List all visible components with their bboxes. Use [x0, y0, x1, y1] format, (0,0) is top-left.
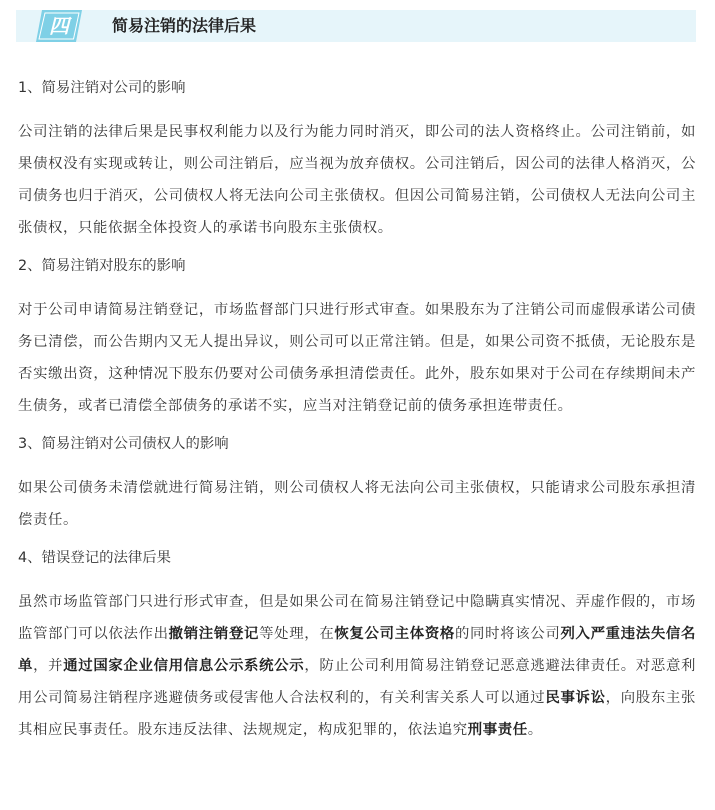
article-body — [18, 78, 696, 746]
emphasis-text: 列入严重违法失信名单 — [18, 626, 696, 674]
emphasis-text: 民事诉讼 — [545, 690, 606, 706]
section-title: 简易注销的法律后果 — [112, 16, 257, 35]
paragraph — [18, 586, 696, 746]
emphasis-text: 刑事责任 — [467, 722, 528, 738]
text-run: 的同时将该公司 — [454, 626, 561, 642]
paragraph: 公司注销的法律后果是民事权利能力以及行为能力同时消灭，即公司的法人资格终止。公司注销前，如果债权没有实现或转让，则公司注销后，应当视为放弃债权。公司注销后，因公司的法律人格消灭，公司债务也归于消灭，公司债权人将无法向公司主张债权。但因公司简易注销，公司债权人无法向公司主张债权，只能依据全体投资人的承诺书向股东主张债权。 — [18, 124, 696, 236]
emphasis-text: 恢复公司主体资格 — [334, 626, 455, 642]
subsection-heading: 3、简易注销对公司债权人的影响 — [18, 436, 229, 452]
paragraph: 如果公司债务未清偿就进行简易注销，则公司债权人将无法向公司主张债权，只能请求公司股东承担清偿责任。 — [18, 480, 696, 528]
section-number: 四 — [49, 14, 69, 38]
text-run: ，向股东主张其相应民事责任。股东违反法律、法规规定，构成犯罪的，依法追究 — [18, 690, 696, 738]
text-run: ，防止公司利用简易注销登记恶意逃避法律责任。对恶意利用公司简易注销程序逃避债务或侵害他人合法权利的，有关利害关系人可以通过 — [18, 658, 696, 706]
text-run: 等处理，在 — [259, 626, 335, 642]
subsection-heading: 1、简易注销对公司的影响 — [18, 80, 186, 96]
emphasis-text: 撤销注销登记 — [168, 626, 260, 642]
subsection-heading: 2、简易注销对股东的影响 — [18, 258, 186, 274]
paragraph: 对于公司申请简易注销登记，市场监督部门只进行形式审查。如果股东为了注销公司而虚假承诺公司债务已清偿，而公告期内又无人提出异议，则公司可以正常注销。但是，如果公司资不抵债，无论股东是否实缴出资，这种情况下股东仍要对公司债务承担清偿责任。此外，股东如果对于公司在存续期间未产生债务，或者已清偿全部债务的承诺不实，应当对注销登记前的债务承担连带责任。 — [18, 302, 696, 414]
emphasis-text: 通过国家企业信用信息公示系统公示 — [63, 658, 305, 674]
subsection-heading: 4、错误登记的法律后果 — [18, 550, 172, 566]
text-run: 虽然市场监管部门只进行形式审查，但是如果公司在简易注销登记中隐瞒真实情况、弄虚作假的，市场监管部门可以依法作出 — [18, 594, 696, 642]
section-header — [16, 10, 696, 42]
section-number-badge — [36, 10, 82, 42]
text-run: ，并 — [33, 658, 64, 674]
text-run: 。 — [527, 722, 543, 738]
